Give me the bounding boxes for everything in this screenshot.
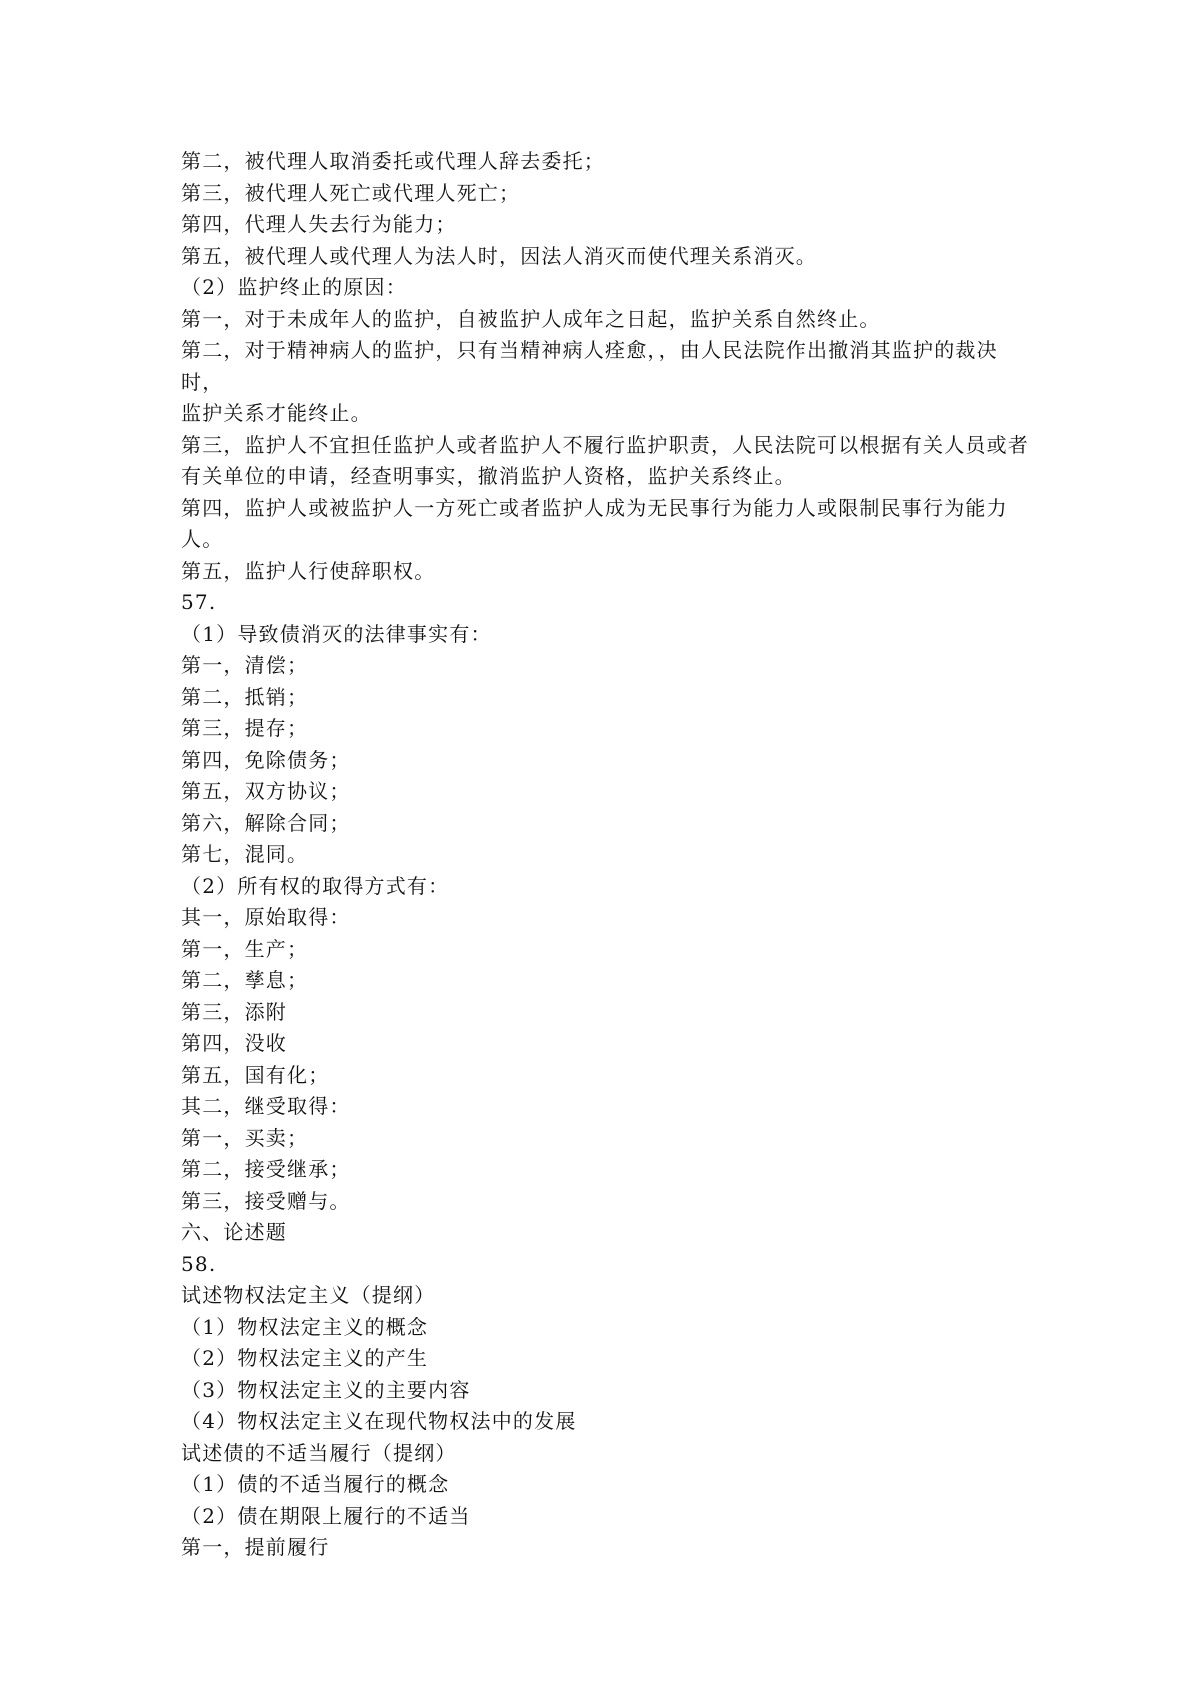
text-line: 其一，原始取得： [181,905,351,929]
text-line: 第一，清偿； [181,653,309,677]
text-line: 第三，提存； [181,716,309,740]
text-line: 六、论述题 [181,1220,287,1244]
text-line: 第一，生产； [181,936,309,961]
text-line: 第四，免除债务； [181,747,351,772]
text-line: （1）导致债消灭的法律事实有： [181,621,492,646]
text-line: 第一，买卖； [181,1125,309,1150]
text-line: 监护关系才能终止。 [181,401,372,425]
text-line: 第五，双方协议； [181,779,351,803]
text-line: 试述物权法定主义（提纲） [181,1283,436,1307]
text-line: 第三，接受赠与。 [181,1188,351,1213]
text-line: （4）物权法定主义在现代物权法中的发展 [181,1409,577,1433]
text-line: 第一，提前履行 [181,1535,330,1559]
text-line: 第二，接受继承； [181,1157,351,1181]
text-line: 第二，孳息； [181,968,309,992]
text-line: 人。 [181,527,224,551]
text-line: （3）物权法定主义的主要内容 [181,1377,471,1402]
text-line: 第五，监护人行使辞职权。 [181,558,436,583]
text-line: 试述债的不适当履行（提纲） [181,1440,457,1465]
text-line: 有关单位的申请，经查明事实，撤消监护人资格，监护关系终止。 [181,464,796,488]
text-line: 第三，监护人不宜担任监护人或者监护人不履行监护职责，人民法院可以根据有关人员或者 [181,432,1029,457]
text-line: 57. [181,590,217,614]
text-line: 其二，继受取得： [181,1094,351,1118]
text-line: （2）所有权的取得方式有： [181,873,450,898]
text-line: 第四，代理人失去行为能力； [181,212,457,236]
text-line: 第四，监护人或被监护人一方死亡或者监护人成为无民事行为能力人或限制民事行为能力 [181,495,1008,520]
text-line: （1）债的不适当履行的概念 [181,1472,450,1496]
text-line: 58. [181,1251,217,1276]
text-line: 第三，添附 [181,999,287,1024]
text-line: 第二，被代理人取消委托或代理人辞去委托； [181,149,605,173]
text-line: 第五，国有化； [181,1062,330,1087]
text-line: 第三，被代理人死亡或代理人死亡； [181,180,521,205]
text-line: （2）债在期限上履行的不适当 [181,1503,471,1528]
text-line: 第七，混同。 [181,842,309,866]
text-line: 第二，对于精神病人的监护，只有当精神病人痊愈，，由人民法院作出撤消其监护的裁决时， [181,338,998,394]
text-line: 第五，被代理人或代理人为法人时，因法人消灭而使代理关系消灭。 [181,243,817,268]
text-line: 第二，抵销； [181,684,309,709]
text-line: （1）物权法定主义的概念 [181,1314,429,1339]
document-body [181,146,1031,1564]
text-line: 第四，没收 [181,1031,287,1055]
text-line: 第六，解除合同； [181,810,351,835]
text-line: 第一，对于未成年人的监护，自被监护人成年之日起，监护关系自然终止。 [181,306,881,331]
text-line: （2）物权法定主义的产生 [181,1346,429,1370]
text-line: （2）监护终止的原因： [181,275,407,299]
